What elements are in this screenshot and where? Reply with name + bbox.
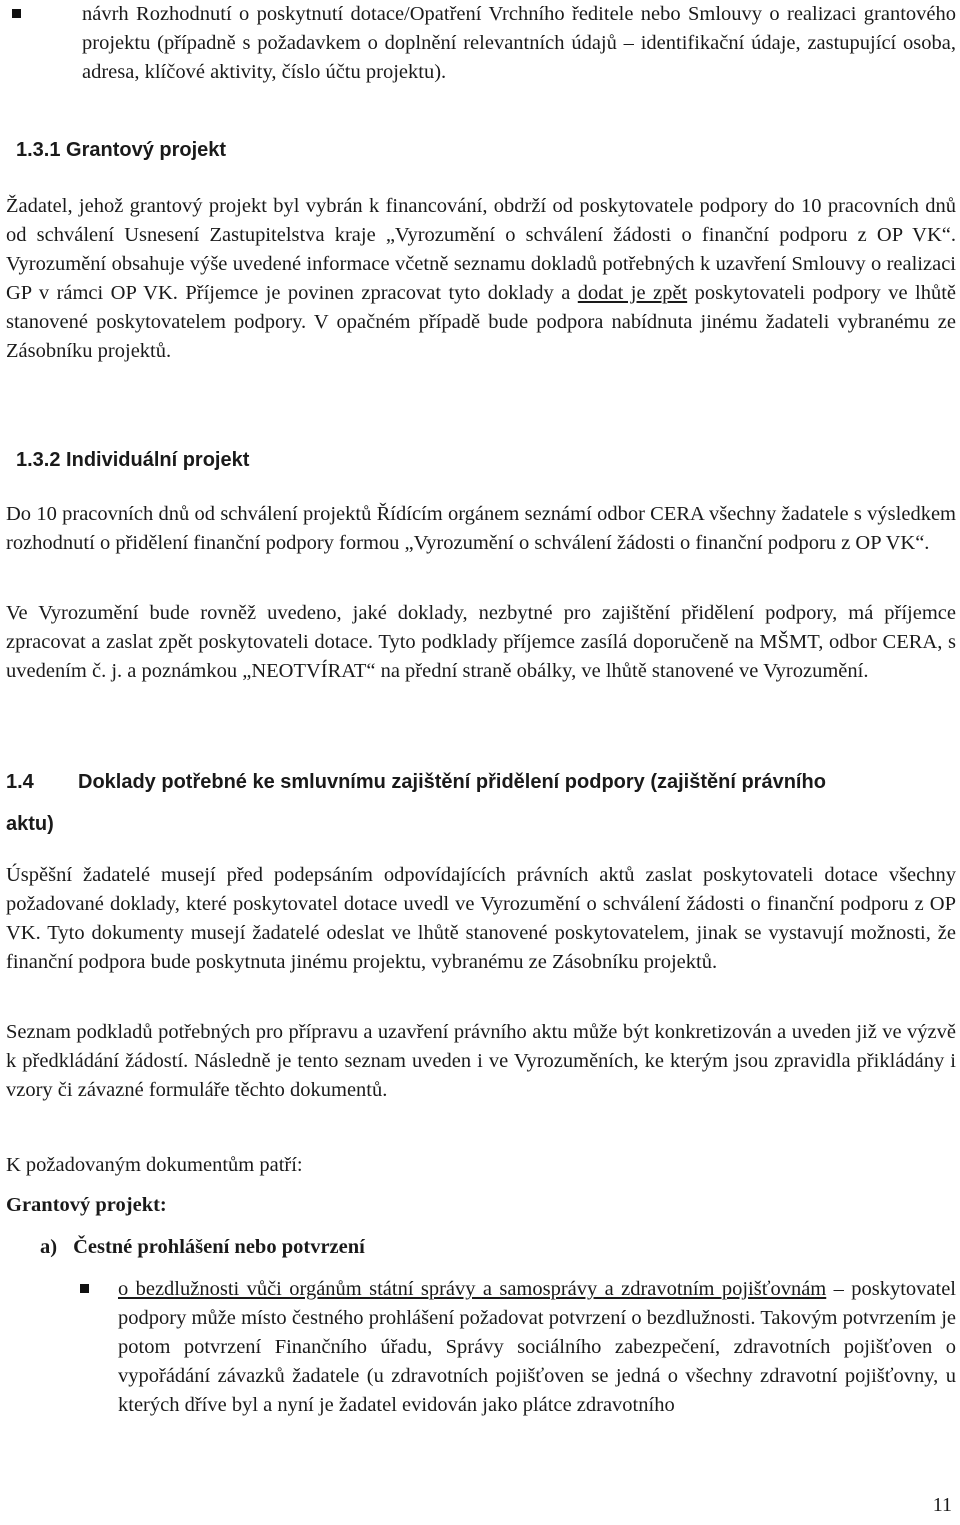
section-heading-1-3-1 bbox=[6, 136, 956, 165]
text-run: – poskytovatel podpory může místo čestného prohlášení požadovat potvrzení o bezdlužnosti. Takovým potvrzením je potom potvrzení Finančního úřadu, Správy sociálního zabezpečení, zdravotních pojišťoven o vypořádání závazků žadatele (u zdravotních pojišťoven se jedná o všechny zdravotní pojišťovny, u kterých dříve byl a nyní je žadatel evidován jako plátce zdravotního bbox=[118, 1278, 956, 1416]
heading-text: 1.3.2 Individuální projekt bbox=[16, 449, 250, 471]
paragraph-text: K požadovaným dokumentům patří: bbox=[6, 1154, 303, 1176]
paragraph-text: Ve Vyrozumění bude rovněž uvedeno, jaké doklady, nezbytné pro zajištění přidělení podpory, má příjemce zpracovat a zaslat zpět poskytovateli dotace. Tyto podklady příjemce zasílá doporučeně na MŠMT, odbor CERA, s uvedením č. j. a poznámkou „NEOTVÍRAT“ na přední straně obálky, ve lhůtě stanovené ve Vyrozumění. bbox=[6, 602, 956, 682]
bullet-square-icon bbox=[80, 1284, 89, 1293]
text-run: poskytovateli podpory ve lhůtě stanovené poskytovatelem podpory. V opačném případě bude podpora nabídnuta jinému žadateli vybranému ze Zásobníku projektů. bbox=[6, 282, 957, 362]
list-item-a bbox=[6, 1233, 956, 1262]
paragraph-1-3-1 bbox=[6, 192, 956, 366]
heading-number: 1.4 bbox=[6, 771, 34, 793]
heading-text: 1.3.1 Grantový projekt bbox=[16, 139, 227, 161]
bullet-item bbox=[6, 0, 956, 87]
paragraph-text: Do 10 pracovních dnů od schválení projektů Řídícím orgánem seznámí odbor CERA všechny žadatele s výsledkem rozhodnutí o přidělení finanční podpory formou „Vyrozumění o schválení žádosti o finanční podporu z OP VK“. bbox=[6, 503, 956, 554]
heading-title: Doklady potřebné ke smluvnímu zajištění přidělení podpory (zajištění právního bbox=[78, 771, 826, 793]
section-heading-1-3-2 bbox=[6, 446, 956, 475]
underlined-text: dodat je zpět bbox=[577, 282, 688, 304]
heading-title-cont: aktu) bbox=[6, 813, 54, 835]
paragraph-1-4-a bbox=[6, 861, 956, 977]
list-text: Čestné prohlášení nebo potvrzení bbox=[73, 1236, 365, 1258]
paragraph-1-3-2-b bbox=[6, 599, 956, 686]
grant-project-label bbox=[6, 1191, 956, 1220]
list-marker: a) bbox=[40, 1236, 58, 1258]
label-text: Grantový projekt: bbox=[6, 1194, 167, 1216]
bullet-square-icon bbox=[12, 9, 21, 18]
page-number: 11 bbox=[932, 1494, 952, 1516]
underlined-text: o bezdlužnosti vůči orgánům státní správy a samosprávy a zdravotním pojišťovnám bbox=[118, 1278, 827, 1300]
paragraph-1-3-2-a bbox=[6, 500, 956, 558]
paragraph-1-4-b bbox=[6, 1018, 956, 1105]
section-heading-1-4-cont bbox=[6, 810, 956, 839]
bullet-item bbox=[6, 1275, 956, 1420]
paragraph-text: Úspěšní žadatelé musejí před podepsáním odpovídajících právních aktů zaslat poskytovateli dotace všechny požadované doklady, které poskytovatel dotace uvedl ve Vyrozumění o schválení žádosti o finanční podporu z OP VK. Tyto dokumenty musejí žadatelé odeslat ve lhůtě stanovené poskytovatelem, jinak se vystavují možnosti, že finanční podpora bude poskytnuta jinému projektu, vybranému ze Zásobníku projektů. bbox=[6, 864, 956, 973]
paragraph-text: Seznam podkladů potřebných pro přípravu a uzavření právního aktu může být konkretizován a uveden již ve výzvě k předkládání žádostí. Následně je tento seznam uveden i ve Vyrozuměních, ke kterým jsou zpravidla přikládány i vzory či závazné formuláře těchto dokumentů. bbox=[6, 1021, 956, 1101]
text-run: Žadatel, jehož grantový projekt byl vybrán k financování, obdrží od poskytovatele podpory do 10 pracovních dnů od schválení Usnesení Zastupitelstva kraje „Vyrozumění o schválení žádosti o finanční podporu z OP VK“. Vyrozumění obsahuje výše uvedené informace včetně seznamu dokladů potřebných k uzavření Smlouvy o realizaci GP v rámci OP VK. Příjemce je povinen zpracovat tyto doklady a bbox=[6, 195, 956, 304]
bullet-text: návrh Rozhodnutí o poskytnutí dotace/Opatření Vrchního ředitele nebo Smlouvy o realizaci grantového projektu (případně s požadavkem o doplnění relevantních údajů – identifikační údaje, zastupující osoba, adresa, klíčové aktivity, číslo účtu projektu). bbox=[82, 3, 956, 83]
paragraph-1-4-c bbox=[6, 1151, 956, 1180]
section-heading-1-4 bbox=[6, 768, 956, 797]
